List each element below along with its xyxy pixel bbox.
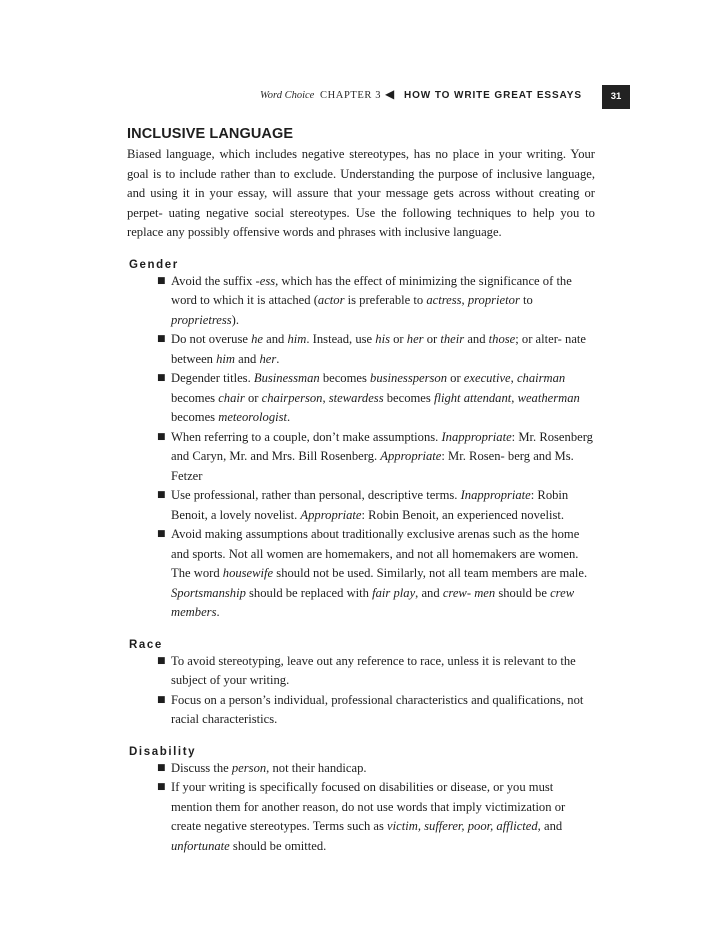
body-text: Focus on a person’s individual, professional characteristics and qualifications,: [171, 692, 565, 707]
word-choice-label: Word Choice: [260, 90, 315, 101]
emphasis-text: businessperson: [370, 371, 447, 385]
emphasis-text: men: [474, 585, 496, 600]
body-text: ,: [510, 371, 517, 385]
body-text: ).: [231, 312, 239, 327]
section-title: INCLUSIVE LANGUAGE: [127, 126, 294, 142]
emphasis-text: him: [216, 351, 235, 366]
left-triangle-icon: ◀: [385, 87, 395, 101]
running-header: [0, 85, 728, 111]
emphasis-text: her: [259, 351, 277, 366]
body-text: becomes: [171, 410, 219, 424]
emphasis-text: chairman: [516, 371, 566, 385]
body-text: are women. The word: [171, 546, 579, 580]
emphasis-text: proprietor: [467, 293, 520, 307]
square-bullet-icon: ■: [157, 431, 166, 442]
emphasis-text: person: [231, 760, 267, 775]
chapter-label: CHAPTER 3: [319, 90, 382, 101]
emphasis-text: flight attendant: [433, 390, 512, 405]
emphasis-text: fair play: [372, 585, 416, 600]
square-bullet-icon: ■: [157, 275, 166, 286]
emphasis-text: those: [488, 332, 516, 346]
body-text: the subject of your writing.: [171, 653, 576, 687]
body-text: or: [244, 390, 262, 405]
list-item: [157, 330, 595, 369]
body-text: home and sports. Not all women are homemakers, and not all homemakers: [171, 527, 580, 561]
bullet-list: [127, 272, 595, 623]
body-text: should be replaced with: [245, 585, 373, 600]
emphasis-text: meteorologist: [218, 410, 288, 424]
emphasis-text: Appropriate: [300, 507, 362, 522]
book-title: HOW TO WRITE GREAT ESSAYS: [404, 90, 582, 101]
body-text: If your writing is specifically focused on disabilities or disease, or you must: [171, 780, 554, 794]
body-text: becomes: [319, 371, 371, 385]
intro-paragraph: [127, 145, 595, 243]
body-text: ,: [322, 390, 329, 405]
emphasis-text: housewife: [222, 566, 274, 580]
body-text: berg and Ms. Fetzer: [171, 449, 574, 483]
square-bullet-icon: ■: [157, 529, 166, 539]
list-item: [157, 691, 595, 730]
body-text: : Robin Benoit, an experienced novelist.: [361, 507, 565, 522]
list-item: [157, 652, 595, 691]
body-text: nate between: [171, 332, 586, 366]
body-text: and: [464, 332, 489, 346]
emphasis-text: Sportsmanship: [171, 585, 246, 600]
body-text: should be omitted.: [229, 838, 327, 853]
list-item: [157, 759, 595, 779]
body-text: which has the effect of minimizing the significance of: [278, 273, 554, 288]
body-text: Rosenberg and Caryn, Mr. and Mrs. Bill Rosenberg.: [171, 429, 593, 463]
square-bullet-icon: ■: [157, 655, 166, 666]
emphasis-text: their: [440, 332, 465, 346]
emphasis-text: chairperson: [261, 390, 323, 405]
body-text: : Robin: [530, 488, 569, 502]
body-text: should not be used. Similarly, not all team: [273, 566, 489, 580]
body-text: ; or alter-: [515, 332, 562, 346]
subsection-heading-race: Race: [129, 638, 163, 651]
emphasis-text: unfortunate: [171, 838, 230, 853]
body-text: Degender titles.: [171, 371, 254, 385]
bullet-list: [127, 652, 595, 730]
square-bullet-icon: ■: [157, 373, 166, 383]
body-text: To avoid stereotyping, leave out any reference to race, unless it is relevant to: [171, 653, 558, 668]
subsection-heading-gender: Gender: [129, 258, 179, 271]
body-text: Discuss the: [171, 760, 232, 775]
body-text: Use professional, rather than personal, descriptive terms.: [171, 488, 461, 502]
list-item: [157, 428, 595, 487]
body-text: mention them for another reason, do not use words that imply victimization: [171, 799, 552, 814]
body-text: should be: [495, 585, 551, 600]
list-item: [157, 272, 595, 331]
list-item: [157, 486, 595, 525]
body-text: , and: [415, 585, 443, 600]
body-text: the word to which it is attached (: [171, 273, 572, 307]
emphasis-text: executive: [463, 371, 511, 385]
page-content: [127, 126, 595, 856]
emphasis-text: crew-: [442, 585, 472, 600]
body-text: . Instead, use: [306, 332, 376, 346]
body-text: .: [287, 410, 291, 424]
emphasis-text: weatherman: [517, 390, 580, 405]
intro-line: uating negative social stereotypes. Use the following techniques to help you to replace any: [127, 205, 595, 239]
body-text: and: [235, 351, 260, 366]
body-text: or: [447, 371, 464, 385]
subsections: [127, 259, 595, 857]
body-text: becomes: [171, 390, 219, 405]
emphasis-text: Inappropriate: [460, 488, 531, 502]
emphasis-text: stewardess: [328, 390, 384, 405]
list-item: [157, 778, 595, 856]
body-text: becomes: [383, 390, 434, 405]
body-text: ,: [511, 390, 518, 405]
body-text: members are male.: [491, 566, 588, 580]
body-text: .: [216, 605, 220, 619]
intro-line: Biased language, which includes negative stereotypes, has no place in your writing. Your goal: [127, 147, 595, 181]
emphasis-text: actor: [317, 293, 345, 307]
body-text: Do not overuse: [171, 332, 252, 346]
emphasis-text: -ess,: [255, 273, 279, 288]
square-bullet-icon: ■: [157, 762, 166, 773]
body-text: .: [276, 351, 280, 366]
intro-line: possibly offensive words and phrases with inclusive language.: [187, 225, 502, 239]
body-text: ,: [461, 293, 468, 307]
emphasis-text: him: [287, 332, 307, 346]
body-text: and: [263, 332, 288, 346]
emphasis-text: crew members: [171, 585, 575, 619]
square-bullet-icon: ■: [157, 694, 166, 705]
emphasis-text: Businessman: [253, 371, 320, 385]
body-text: , not their handicap.: [266, 760, 367, 775]
emphasis-text: victim, sufferer, poor, afflicted,: [387, 819, 541, 833]
body-text: or: [423, 332, 441, 346]
square-bullet-icon: ■: [157, 490, 166, 500]
body-text: not racial characteristics.: [171, 692, 584, 726]
body-text: Avoid the suffix: [171, 273, 256, 288]
emphasis-text: his: [375, 332, 390, 346]
body-text: is preferable to: [344, 293, 427, 307]
body-text: Avoid making assumptions about traditionally exclusive arenas such as the: [171, 527, 549, 541]
intro-line: using it in your essay, will assure that your message gets across without creating or perpet-: [127, 186, 595, 220]
intro-line: is to include rather than to exclude. Understanding the purpose of inclusive language, and: [127, 166, 595, 200]
body-text: : Mr. Rosen-: [441, 449, 505, 463]
square-bullet-icon: ■: [157, 782, 166, 792]
body-text: When referring to a couple, don’t make assumptions.: [171, 429, 442, 444]
emphasis-text: her: [406, 332, 424, 346]
emphasis-text: proprietress: [171, 312, 232, 327]
body-text: and: [544, 819, 563, 833]
page-number: 31: [602, 85, 630, 109]
body-text: Benoit, a lovely novelist.: [171, 507, 301, 522]
emphasis-text: he: [251, 332, 263, 346]
body-text: or create negative stereotypes. Terms such as: [171, 799, 566, 833]
bullet-list: [127, 759, 595, 857]
emphasis-text: Inappropriate: [441, 429, 512, 444]
subsection-heading-disability: Disability: [129, 745, 197, 758]
list-item: [157, 369, 595, 428]
body-text: to: [519, 293, 533, 307]
body-text: or: [389, 332, 407, 346]
list-item: [157, 525, 595, 623]
emphasis-text: actress: [426, 293, 462, 307]
emphasis-text: chair: [218, 390, 245, 405]
emphasis-text: Appropriate: [380, 449, 442, 463]
square-bullet-icon: ■: [157, 334, 166, 344]
running-header-chapter: [260, 90, 381, 101]
body-text: : Mr.: [511, 429, 537, 444]
